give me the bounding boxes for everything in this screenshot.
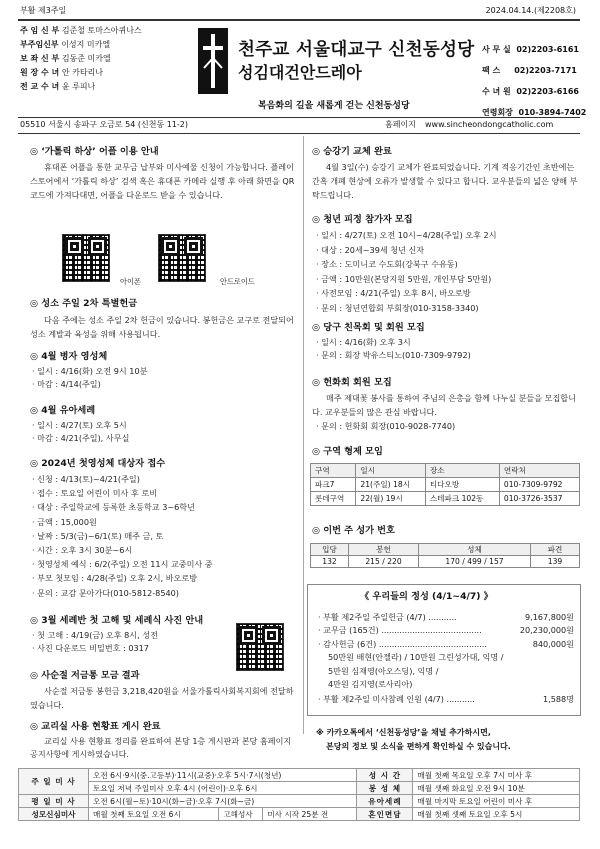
table-row: 입당 봉헌 성체 파견 xyxy=(311,544,580,556)
table-row: 평 일 미 사 오전 6시(월~토)·10시(화~금)·오후 7시(화~금) 유아세례 매월 마지막 토요일 어린이 미사 후 xyxy=(19,795,580,808)
hymns-table xyxy=(310,543,580,568)
table-row: 파크7 21(주일) 18시 티다오방 010-7309-9792 xyxy=(311,478,580,492)
bap-title: ◎ 3월 세례반 첫 고해 및 세례식 사진 안내 xyxy=(30,615,204,626)
homepage-link[interactable]: www.sincheondongcatholic.com xyxy=(425,120,554,129)
class-body: 교리실 사용 현황표 정리를 완료하여 본당 1층 게시판과 본당 홈페이지 공지사항에 게시하였습니다. xyxy=(30,736,292,759)
holy-title: ◎ 성소 주일 2차 특별헌금 xyxy=(30,298,138,309)
issue-date: 2024.04.14.(제2208호) xyxy=(485,6,576,15)
infant-title: ◎ 4월 유아세례 xyxy=(30,405,96,416)
flower-title: ◎ 헌화회 회원 모집 xyxy=(312,377,392,388)
flower-body: 매주 제대꽃 봉사를 통하여 주님의 은총을 함께 나누실 분들을 모집합니다. 교우분들의 많은 관심 바랍니다. xyxy=(312,393,576,417)
holy-body: 다음 주에는 성소 주일 2차 헌금이 있습니다. 봉헌금은 교구로 전달되어 성소 계발과 육성을 위해 사용됩니다. xyxy=(30,315,294,339)
kakao-note-2: 본당의 정보 및 소식을 편하게 확인하실 수 있습니다. xyxy=(326,742,511,751)
table-row: 토요일 저녁 주일미사 오후 4시 (어린이)·오후 6시 봉 성 체 매월 셋째 화요일 오전 9시 10분 xyxy=(19,782,580,795)
qr-android-icon[interactable] xyxy=(158,234,206,282)
address: 05510 서울시 송파구 오금로 54 (신천동 11-2) xyxy=(20,120,189,129)
district-title: ◎ 구역 형제 모임 xyxy=(312,446,383,457)
youth-title: ◎ 청년 피정 참가자 모집 xyxy=(312,214,413,225)
qr-iphone-label: 아이폰 xyxy=(120,277,141,286)
infant-list: · 일시 : 4/27(토) 오후 5시 · 마감 : 4/21(주일), 사무실 xyxy=(32,420,130,444)
lift-title: ◎ 승강기 교체 완료 xyxy=(312,146,392,157)
slogan: 복음화의 길을 새롭게 걷는 신천동성당 xyxy=(258,101,410,111)
table-row: 성모신심미사 매월 첫째 토요일 오전 6시 고해성사 미사 시작 25분 전 혼인면담 매월 첫째 셋째 토요일 오후 5시 xyxy=(19,808,580,821)
issue-label: 부활 제3주일 xyxy=(20,6,67,15)
masthead-subtitle: 성김대건안드레아 xyxy=(238,63,362,82)
class-title: ◎ 교리실 사용 현황표 게시 완료 xyxy=(30,721,161,732)
column-divider xyxy=(303,136,304,734)
lent-body: 사순절 저금통 봉헌금 3,218,420원을 서울가톨릭사회복지회에 전달하였습니다. xyxy=(30,686,294,710)
lent-title: ◎ 사순절 저금통 모금 결과 xyxy=(30,670,140,681)
district-table xyxy=(310,463,580,506)
church-logo xyxy=(198,28,228,94)
youth-list: · 일시 : 4/27(토) 오전 10시~4/28(주일) 오후 2시 · 대상 : 20세~39세 청년 신자 · 장소 : 도미니코 수도회(강북구 수유동) · 금액 : 10만원(본당지원 5만원, 개인부담 5만원) · 사전모임 : 4/21(주일) 오후 8시, 바오로방 · 문의 : 청년연합회 부회장(010-3158-3340) xyxy=(316,230,497,313)
sick-list: · 일시 : 4/16(화) 오전 9시 10분 · 마감 : 4/14(주일) xyxy=(32,366,148,390)
homepage-label: 홈페이지 xyxy=(385,120,416,129)
qr-photo-icon[interactable] xyxy=(236,623,284,671)
table-row: 구역 일시 장소 연락처 xyxy=(311,464,580,478)
sick-title: ◎ 4월 병자 영성체 xyxy=(30,351,108,362)
app-title: ◎ ‘가톨릭 하상’ 어플 이용 안내 xyxy=(30,146,159,157)
kakao-note-1: ※ 카카오톡에서 ‘신천동성당’을 채널 추가하시면, xyxy=(316,728,491,737)
qr-iphone-icon[interactable] xyxy=(62,234,110,282)
app-body: 휴대폰 어플을 통한 교무금 납부와 미사예물 신청이 가능합니다. 플레이스토어에서 ‘가톨릭 하상’ 검색 혹은 휴대폰 카메라 실행 후 아래 화면을 QR코드에 가져다대면, 어플을 다운로드 받을 수 있습니다. xyxy=(30,162,295,200)
bap-list: · 첫 고해 : 4/19(금) 오후 8시, 성전 · 사진 다운로드 비밀번호 : 0317 xyxy=(32,630,158,654)
first-list: · 신청 : 4/13(토)~4/21(주일) · 접수 : 토요일 어린이 미사 후 로비 · 대상 : 주일학교에 등록한 초등학교 3~6학년 · 금액 : 15,000원 · 날짜 : 5/3(금)~6/1(토) 매주 금, 토 · 시간 : 오후 3시 30분~6시 · 첫영성체 예식 : 6/2(주일) 오전 11시 교중미사 중 · 부모 첫모임 : 4/28(주일) 오후 2시, 바오로방 · 문의 : 교감 문아가다(010-5812-8540) xyxy=(32,474,213,598)
contact-list: 사 무 실 02)2203-6161 팩 스 02)2203-7171 수 녀 원 02)2203-6166 연령회장 010-3894-7402 xyxy=(482,45,587,117)
first-title: ◎ 2024년 첫영성체 대상자 접수 xyxy=(30,458,166,469)
flower-contact: · 문의 : 헌화회 회장(010-9028-7740) xyxy=(316,421,456,431)
lift-body: 4월 3일(수) 승강기 교체가 완료되었습니다. 기계 적응기간인 초반에는 간혹 개폐 현상에 오류가 발생할 수 있다고 합니다. 교우분들의 넓은 양해 부탁드립니다. xyxy=(312,162,578,200)
table-row: 주 일 미 사 오전 6시·9시(중.고등부)·11시(교중)·오후 5시·7시(청년) 성 시 간 매월 첫째 목요일 오후 7시 미사 후 xyxy=(19,769,580,782)
top-rule xyxy=(18,19,580,21)
hymns-title: ◎ 이번 주 성가 번호 xyxy=(312,525,395,536)
qr-android-label: 안드로이드 xyxy=(220,277,255,286)
fellow-title: ◎ 당구 친목회 및 회원 모집 xyxy=(312,322,425,333)
table-row: 롯데구역 22(월) 19시 스테파크 102동 010-3726-3537 xyxy=(311,492,580,506)
offering-list: · 부활 제2주일 주일헌금 (4/7) ........... 9,167,800원 · 교무금 (165건) ....................................... 20,230,000원 · 감사헌금 (6건) .......................................... 840,000원 50만원 배현(안젤라) / 10만원 그린성가대, 익명 / 5만원 심재영(아오스딩), 익명 / 4만원 김지영(로사리아) · 부활 제2주일 미사참례 인원 (4/7) ........... 1,588명 xyxy=(318,612,574,705)
address-rule-top xyxy=(18,117,580,118)
mass-schedule-table xyxy=(18,768,580,821)
masthead-title: 천주교 서울대교구 신천동성당 xyxy=(238,40,475,60)
fellow-list: · 일시 : 4/16(화) 오후 3시 · 문의 : 회장 박유스티노(010-7309-9792) xyxy=(316,337,471,361)
table-row: 132 215 / 220 170 / 499 / 157 139 xyxy=(311,556,580,568)
offering-title: 《 우리들의 정성 (4/1~4/7) 》 xyxy=(360,591,493,602)
staff-list: 주 임 신 부 김준철 토마스아퀴나스 부주임신부 이성지 미카엘 보 좌 신 부 김동준 미카엘 원 장 수 녀 안 카타리나 전 교 수 녀 윤 루피나 xyxy=(20,26,142,91)
address-rule-bottom xyxy=(18,133,580,134)
